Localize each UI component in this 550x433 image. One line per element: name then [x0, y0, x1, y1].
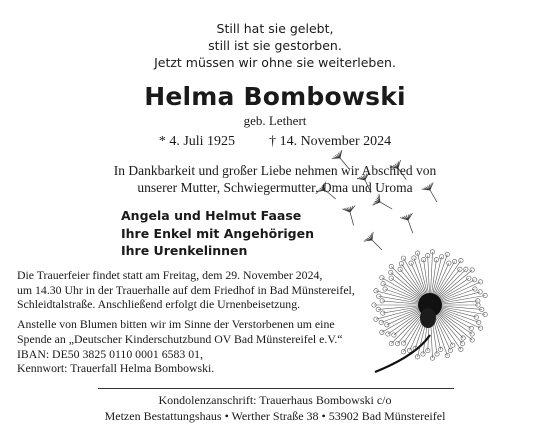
poem-line: Jetzt müssen wir ohne sie weiterleben. [154, 55, 396, 70]
farewell-line: In Dankbarkeit und großer Liebe nehmen wir Abschied von [113, 163, 437, 178]
funeral-details [17, 268, 367, 312]
funeral-line: um 14.30 Uhr in der Trauerhalle auf dem Friedhof in Bad Münstereifel, [17, 282, 355, 297]
poem-line: Still hat sie gelebt, [216, 21, 334, 36]
funeral-line: Die Trauerfeier findet statt am Freitag, dem 29. November 2024, [17, 268, 323, 282]
donation-line: Anstelle von Blumen bitten wir im Sinne der Verstorbenen um eine [17, 317, 335, 332]
divider [98, 388, 454, 389]
poem-line: still ist sie gestorben. [208, 38, 342, 53]
farewell-text [0, 162, 550, 196]
death-date: † 14. November 2024 [269, 134, 392, 149]
poem [0, 20, 550, 71]
life-dates [0, 134, 550, 150]
birth-date: * 4. Juli 1925 [158, 134, 236, 149]
mourners-list [121, 207, 314, 260]
footer-line: Metzen Bestattungshaus • Werther Straße 38 • 53902 Bad Münstereifel [104, 409, 446, 423]
condolence-address [0, 392, 550, 424]
funeral-line: Schleidtalstraße. Anschließend erfolgt die Urnenbeisetzung. [17, 297, 301, 312]
mourner-line: Ihre Urenkelinnen [121, 243, 248, 258]
donation-line: Spende an „Deutscher Kinderschutzbund OV Bad Münstereifel e.V.“ [17, 331, 343, 346]
donation-line: IBAN: DE50 3825 0110 0001 6583 01, [17, 346, 204, 361]
mourner-line: Ihre Enkel mit Angehörigen [121, 225, 314, 241]
farewell-line: unserer Mutter, Schwiegermutter, Oma und Uroma [137, 180, 413, 195]
donation-details [17, 317, 367, 376]
funeral-information [17, 268, 367, 381]
deceased-name: Helma Bombowski [144, 82, 406, 111]
footer-line: Kondolenzanschrift: Trauerhaus Bombowski c/o [158, 393, 392, 407]
mourner-line: Angela und Helmut Faase [121, 208, 302, 223]
birth-name: geb. Lethert [243, 113, 307, 128]
donation-line: Kennwort: Trauerfall Helma Bombowski. [17, 361, 215, 376]
